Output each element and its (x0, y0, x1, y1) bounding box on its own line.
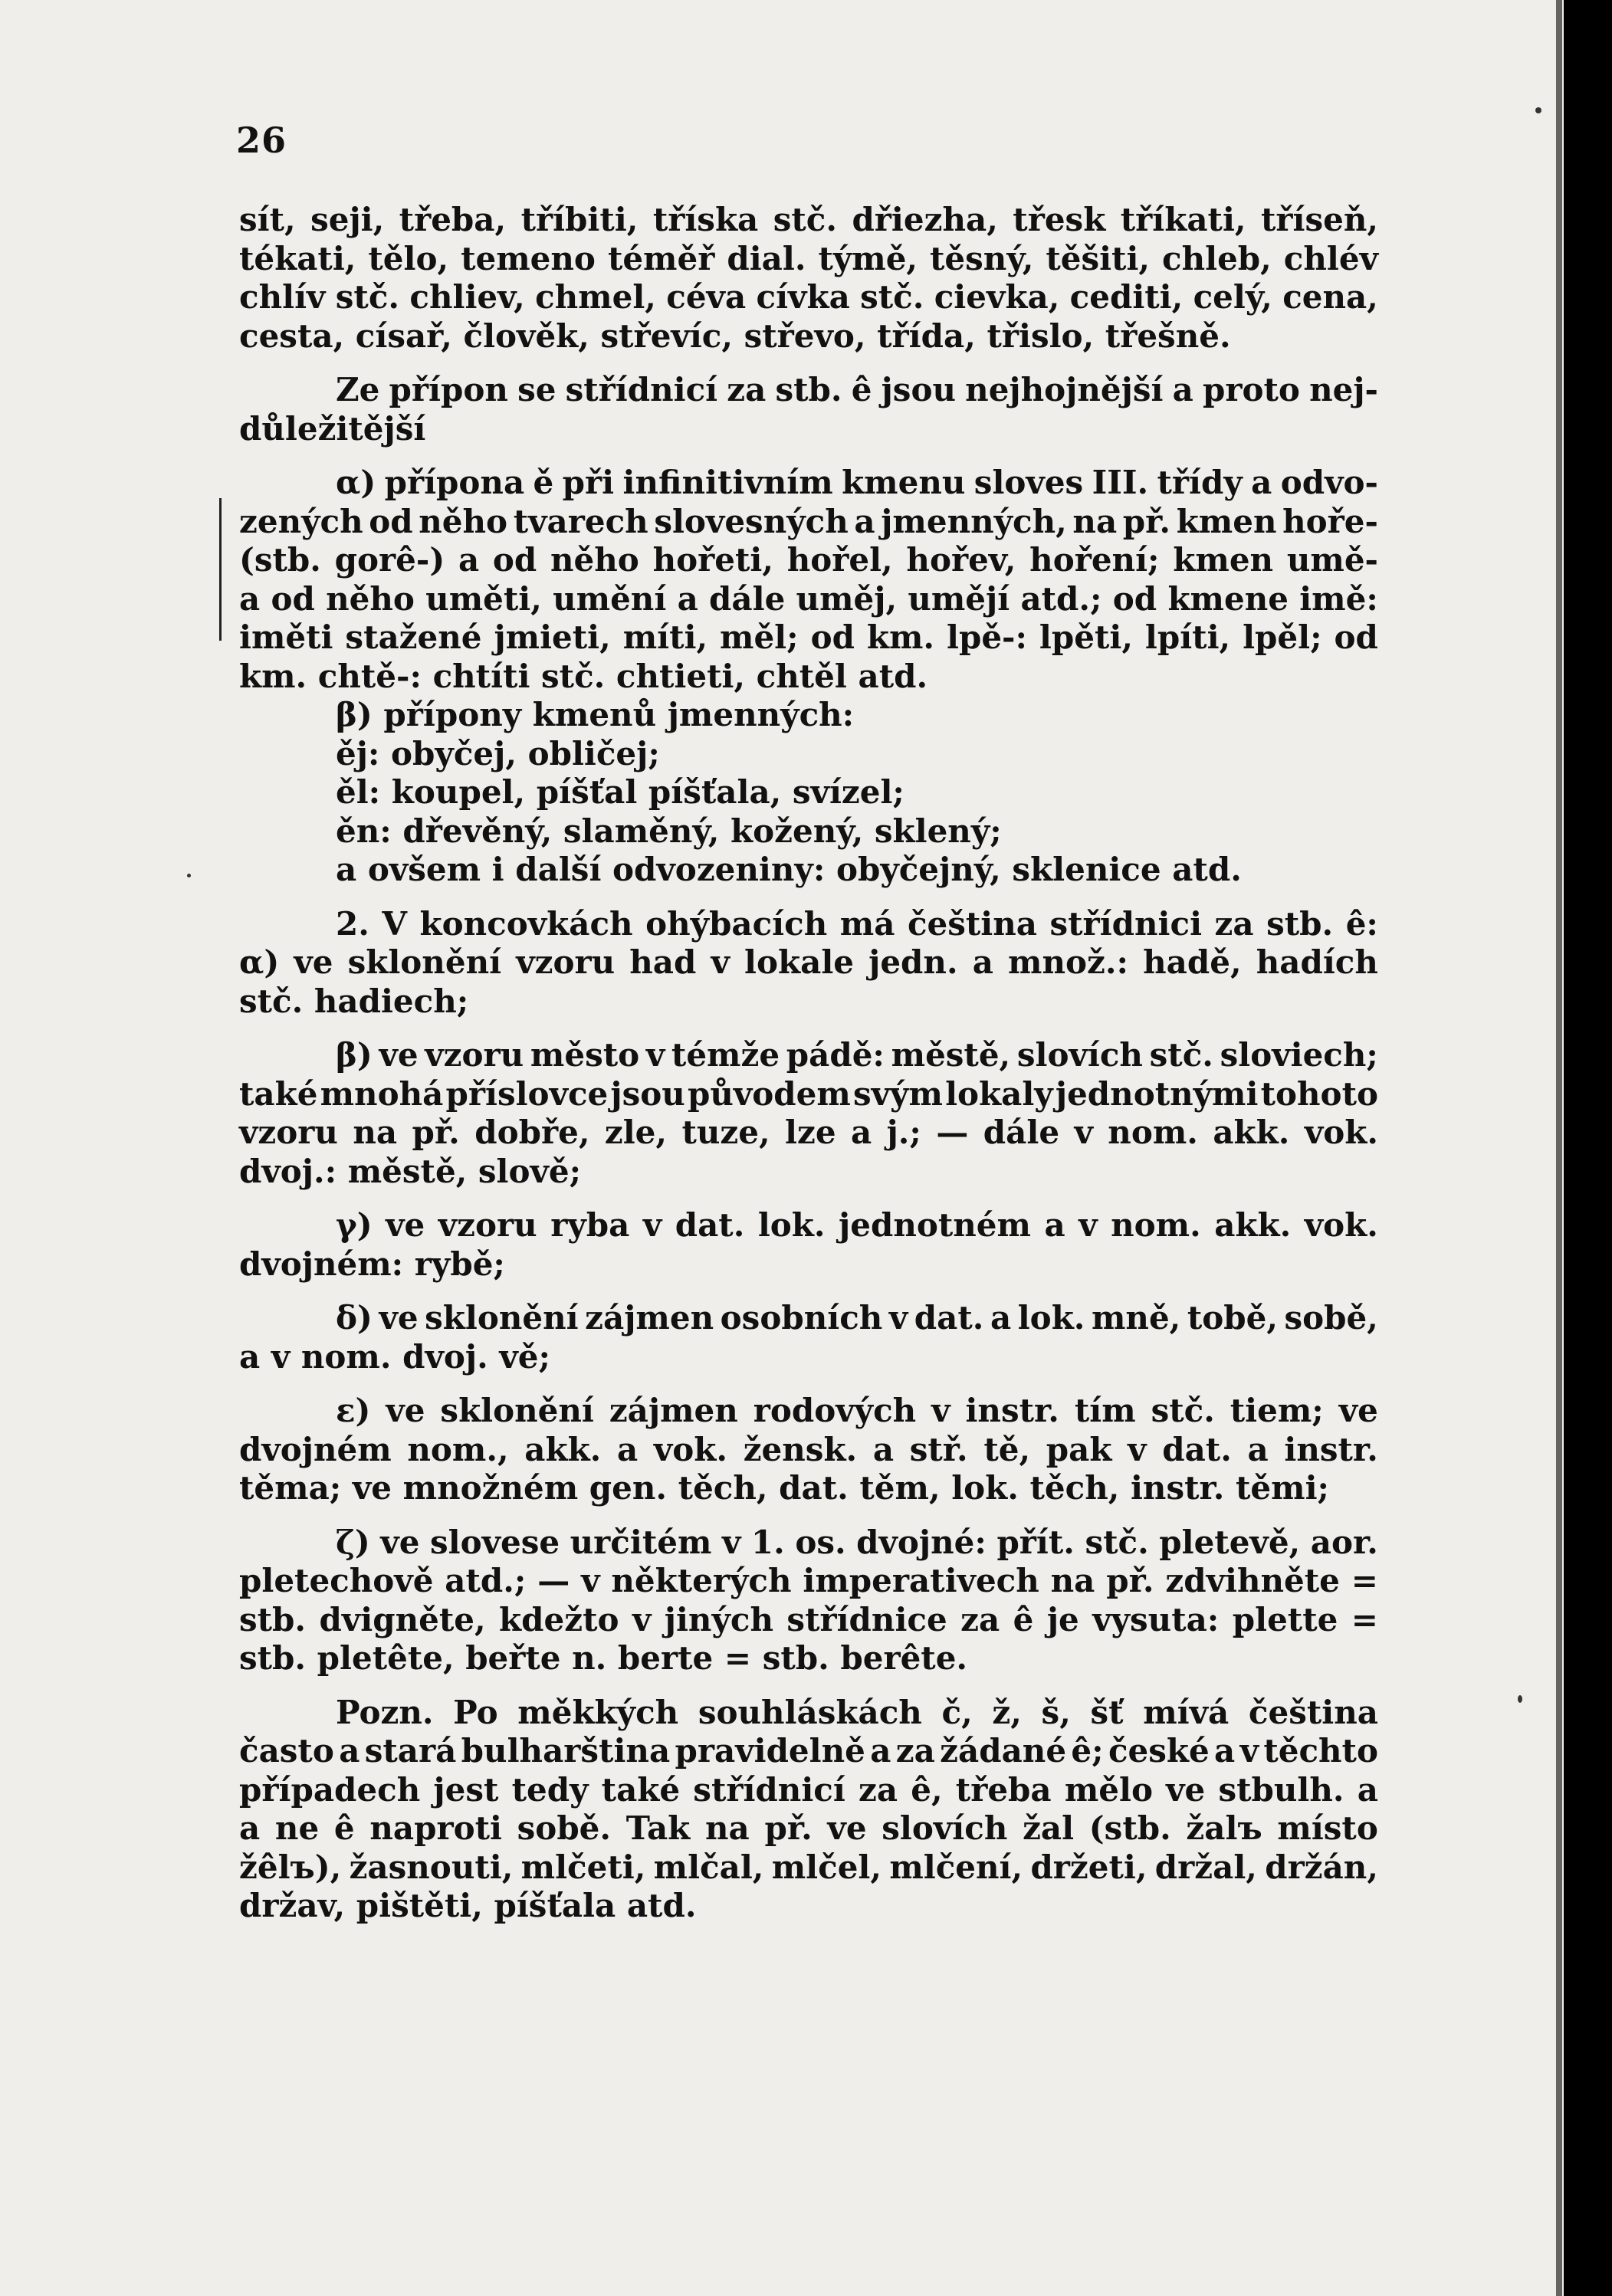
text-line: γ) ve vzoru ryba v dat. lok. jednotném a v nom. akk. vok. (336, 1206, 1378, 1244)
paragraph-gap (239, 1376, 1378, 1392)
text-line: α) ve sklonění vzoru had v lokale jedn. a množ.: hadě, hadích (239, 943, 1378, 981)
paragraph (239, 1036, 1378, 1191)
text-line: sít, seji, třeba, tříbiti, tříska stč. dřiezha, třesk tříkati, tříseň, (239, 201, 1378, 238)
text-line: také mnohá příslovce jsou původem svým lokaly jednotnými tohoto (239, 1074, 1378, 1113)
text-line: dvoj.: městě, slově; (239, 1152, 582, 1190)
paragraph-gap (239, 1021, 1378, 1036)
paragraph-gap (239, 1678, 1378, 1694)
page-number: 26 (236, 120, 287, 161)
text-line: dvojném: rybě; (239, 1245, 505, 1283)
scan-speck (1535, 107, 1541, 113)
paragraph-gap (239, 1284, 1378, 1299)
text-line: držav, pištěti, píšťala atd. (239, 1887, 697, 1924)
text-line: Pozn. Po měkkých souhláskách č, ž, š, šť mívá čeština (336, 1693, 1378, 1731)
text-line: a od něho uměti, umění a dále uměj, umějí atd.; od kmene imě: (239, 579, 1378, 618)
text-line: těma; ve množném gen. těch, dat. těm, lok. těch, instr. těmi; (239, 1469, 1330, 1507)
text-line: stb. pletête, beřte n. berte = stb. berête. (239, 1639, 968, 1677)
paragraph (239, 201, 1378, 356)
text-line: stb. dvigněte, kdežto v jiných střídnice za ê je vysuta: plette = (239, 1600, 1378, 1638)
scan-edge (1556, 0, 1562, 2296)
paragraph-gap (239, 448, 1378, 464)
text-line: ζ) ve slovese určitém v 1. os. dvojné: přít. stč. pletevě, aor. (336, 1523, 1378, 1561)
paragraph (239, 1206, 1378, 1284)
text-line: km. chtě-: chtíti stč. chtieti, chtěl atd. (239, 657, 928, 695)
paragraph-gap (239, 1508, 1378, 1524)
text-line: a ne ê naproti sobě. Tak na př. ve slovích žal (stb. žalъ místo (239, 1809, 1378, 1847)
text-line: tékati, tělo, temeno téměř dial. týmě, těsný, těšiti, chleb, chlév (239, 239, 1378, 277)
paragraph-gap (239, 356, 1378, 371)
text-line: důležitější (239, 409, 426, 448)
text-line: vzoru na př. dobře, zle, tuze, lze a j.; — dále v nom. akk. vok. (239, 1114, 1378, 1151)
paragraph (239, 696, 1378, 890)
text-line: a ovšem i další odvozeniny: obyčejný, sklenice atd. (336, 851, 1242, 888)
text-line: stč. hadiech; (239, 982, 469, 1020)
text-line: žêlъ), žasnouti, mlčeti, mlčal, mlčel, mlčení, držeti, držal, držán, (239, 1848, 1378, 1886)
text-line: ε) ve sklonění zájmen rodových v instr. tím stč. tiem; ve (336, 1392, 1378, 1429)
paragraph (239, 905, 1378, 1022)
text-line: často a stará bulharština pravidelně a za žádané ê; české a v těchto (239, 1732, 1378, 1770)
text-line: cesta, císař, člověk, střevíc, střevo, třída, třislo, třešně. (239, 317, 1231, 355)
text-line: případech jest tedy také střídnicí za ê, třeba mělo ve stbulh. a (239, 1770, 1378, 1809)
text-line: zených od něho tvarech slovesných a jmenných, na př. kmen hoře- (239, 502, 1378, 540)
page-text (239, 201, 1378, 1926)
text-line: a v nom. dvoj. vě; (239, 1337, 550, 1376)
paragraph (239, 1392, 1378, 1508)
text-line: dvojném nom., akk. a vok. žensk. a stř. tě, pak v dat. a instr. (239, 1430, 1378, 1468)
text-line: β) přípony kmenů jmenných: (336, 696, 855, 733)
text-line: δ) ve sklonění zájmen osobních v dat. a lok. mně, tobě, sobě, (336, 1299, 1378, 1337)
paragraph-gap (239, 890, 1378, 905)
text-line: ěn: dřevěný, slaměný, kožený, sklený; (336, 812, 1002, 850)
text-line: (stb. gorê-) a od něho hořeti, hořel, hořev, hoření; kmen umě- (239, 541, 1378, 579)
text-line: ěl: koupel, píšťal píšťala, svízel; (336, 773, 904, 811)
paragraph (239, 371, 1378, 448)
margin-bar (219, 498, 222, 641)
text-line: Ze přípon se střídnicí za stb. ê jsou nejhojnější a proto nej- (336, 371, 1378, 408)
text-line: 2. V koncovkách ohýbacích má čeština střídnici za stb. ê: (336, 904, 1378, 943)
paragraph (239, 1299, 1378, 1376)
paragraph (239, 1524, 1378, 1678)
paragraph (239, 1694, 1378, 1926)
paragraph (239, 464, 1378, 696)
scan-speck (1518, 1695, 1522, 1703)
scan-speck (187, 874, 191, 877)
paragraph-gap (239, 1191, 1378, 1206)
text-line: pletechově atd.; — v některých imperativech na př. zdvihněte = (239, 1562, 1378, 1599)
text-line: β) ve vzoru město v témže pádě: městě, slovích stč. sloviech; (336, 1036, 1378, 1074)
text-line: chlív stč. chliev, chmel, céva cívka stč. cievka, cediti, celý, cena, (239, 278, 1378, 316)
text-line: iměti stažené jmieti, míti, měl; od km. lpě-: lpěti, lpíti, lpěl; od (239, 618, 1378, 656)
text-line: α) přípona ě při infinitivním kmenu sloves III. třídy a odvo- (336, 464, 1378, 501)
text-line: ěj: obyčej, obličej; (336, 734, 660, 772)
